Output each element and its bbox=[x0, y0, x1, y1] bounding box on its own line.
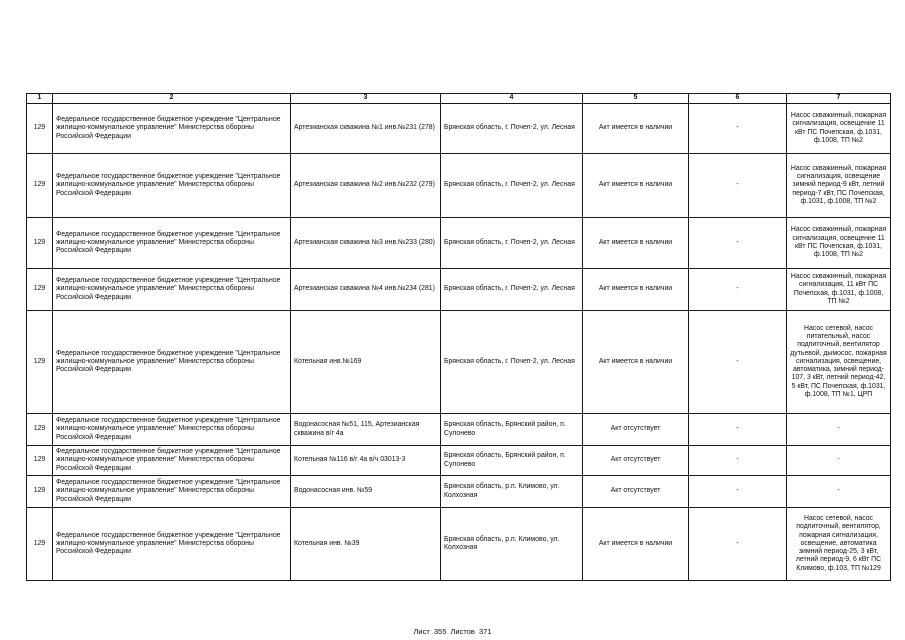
address-cell: Брянская область, г. Почеп-2, ул. Лесная bbox=[441, 104, 583, 154]
owner-cell: Федеральное государственное бюджетное учреждение "Центральное жилищно-коммунальное управление" Министерства обороны Российской Федерации bbox=[53, 269, 291, 311]
col6-cell: - bbox=[689, 154, 787, 218]
total-label: Листов bbox=[450, 627, 475, 636]
header-col-2: 2 bbox=[53, 94, 291, 104]
header-col-4: 4 bbox=[441, 94, 583, 104]
equipment-cell: Насос сетевой, насос подпиточный, вентилятор, пожарная сигнализация, освещение, автоматика зимний период-25, 3 кВт, летний период-9, 6 кВт ПС Климово, ф.103, ТП №129 bbox=[787, 508, 891, 581]
row-number: 129 bbox=[27, 104, 53, 154]
header-row bbox=[27, 94, 891, 104]
owner-cell: Федеральное государственное бюджетное учреждение "Центральное жилищно-коммунальное управление" Министерства обороны Российской Федерации bbox=[53, 476, 291, 508]
address-cell: Брянская область, г. Почеп-2, ул. Лесная bbox=[441, 154, 583, 218]
equipment-cell: - bbox=[787, 446, 891, 476]
act-cell: Акт имеется в наличии bbox=[583, 104, 689, 154]
row-number: 129 bbox=[27, 446, 53, 476]
table-row bbox=[27, 154, 891, 218]
equipment-cell: Насос скважинный, пожарная сигнализация, освещение зимний период-9 кВт, летний период-7 кВт, ПС Почепская, ф.1031, ф.1008, ТП №2 bbox=[787, 154, 891, 218]
act-cell: Акт отсутствует bbox=[583, 414, 689, 446]
address-cell: Брянская область, г. Почеп-2, ул. Лесная bbox=[441, 311, 583, 414]
total-number: 371 bbox=[478, 627, 492, 636]
header-col-7: 7 bbox=[787, 94, 891, 104]
object-cell: Котельная инв. №39 bbox=[291, 508, 441, 581]
act-cell: Акт имеется в наличии bbox=[583, 311, 689, 414]
object-cell: Котельная №116 в/г 4а в/ч 03013-3 bbox=[291, 446, 441, 476]
owner-cell: Федеральное государственное бюджетное учреждение "Центральное жилищно-коммунальное управление" Министерства обороны Российской Федерации bbox=[53, 446, 291, 476]
owner-cell: Федеральное государственное бюджетное учреждение "Центральное жилищно-коммунальное управление" Министерства обороны Российской Федерации bbox=[53, 311, 291, 414]
act-cell: Акт отсутствует bbox=[583, 446, 689, 476]
page-footer bbox=[0, 627, 905, 636]
col6-cell: - bbox=[689, 269, 787, 311]
col6-cell: - bbox=[689, 218, 787, 269]
address-cell: Брянская область, г. Почеп-2, ул. Лесная bbox=[441, 218, 583, 269]
table-row bbox=[27, 269, 891, 311]
header-col-3: 3 bbox=[291, 94, 441, 104]
object-cell: Артезианская скважина №4 инв.№234 (281) bbox=[291, 269, 441, 311]
row-number: 129 bbox=[27, 311, 53, 414]
header-col-6: 6 bbox=[689, 94, 787, 104]
row-number: 129 bbox=[27, 218, 53, 269]
act-cell: Акт имеется в наличии bbox=[583, 508, 689, 581]
equipment-cell: - bbox=[787, 414, 891, 446]
owner-cell: Федеральное государственное бюджетное учреждение "Центральное жилищно-коммунальное управление" Министерства обороны Российской Федерации bbox=[53, 104, 291, 154]
table-row bbox=[27, 311, 891, 414]
row-number: 129 bbox=[27, 508, 53, 581]
table-row bbox=[27, 218, 891, 269]
header-col-5: 5 bbox=[583, 94, 689, 104]
row-number: 129 bbox=[27, 269, 53, 311]
owner-cell: Федеральное государственное бюджетное учреждение "Центральное жилищно-коммунальное управление" Министерства обороны Российской Федерации bbox=[53, 154, 291, 218]
equipment-cell: Насос сетевой, насос питательный, насос подпиточный, вентилятор дутьевой, дымосос, пожарная сигнализация, освещение, автоматика, зимний период- 107, 3 кВт, летний период-42, 5 кВт, ПС Почепская, ф.1031, ф.1008, ТП №1, ЦРП bbox=[787, 311, 891, 414]
object-cell: Водонасосная №51, 115, Артезианская скважина в/г 4а bbox=[291, 414, 441, 446]
row-number: 129 bbox=[27, 414, 53, 446]
address-cell: Брянская область, Брянский район, п. Сулонево bbox=[441, 446, 583, 476]
object-cell: Артезианская скважина №3 инв.№233 (280) bbox=[291, 218, 441, 269]
row-number: 129 bbox=[27, 154, 53, 218]
col6-cell: - bbox=[689, 104, 787, 154]
table-row bbox=[27, 476, 891, 508]
equipment-cell: Насос скважинный, пожарная сигнализация, освещение 11 кВт ПС Почепская, ф.1031, ф.1008, ТП №2 bbox=[787, 104, 891, 154]
equipment-cell: - bbox=[787, 476, 891, 508]
address-cell: Брянская область, г. Почеп-2, ул. Лесная bbox=[441, 269, 583, 311]
object-cell: Водонасосная инв. №59 bbox=[291, 476, 441, 508]
act-cell: Акт отсутствует bbox=[583, 476, 689, 508]
owner-cell: Федеральное государственное бюджетное учреждение "Центральное жилищно-коммунальное управление" Министерства обороны Российской Федерации bbox=[53, 508, 291, 581]
sheet-label: Лист bbox=[413, 627, 430, 636]
object-cell: Артезианская скважина №1 инв.№231 (278) bbox=[291, 104, 441, 154]
address-cell: Брянская область, р.п. Климово, ул. Колхозная bbox=[441, 508, 583, 581]
act-cell: Акт имеется в наличии bbox=[583, 269, 689, 311]
col6-cell: - bbox=[689, 414, 787, 446]
owner-cell: Федеральное государственное бюджетное учреждение "Центральное жилищно-коммунальное управление" Министерства обороны Российской Федерации bbox=[53, 414, 291, 446]
header-col-1: 1 bbox=[27, 94, 53, 104]
col6-cell: - bbox=[689, 508, 787, 581]
row-number: 129 bbox=[27, 476, 53, 508]
table-row bbox=[27, 414, 891, 446]
table-row bbox=[27, 104, 891, 154]
document-table bbox=[26, 93, 891, 581]
table-row bbox=[27, 508, 891, 581]
equipment-cell: Насос скважинный, пожарная сигнализация, освещение 11 кВт ПС Почепская, ф.1031, ф.1008, ТП №2 bbox=[787, 218, 891, 269]
act-cell: Акт имеется в наличии bbox=[583, 218, 689, 269]
owner-cell: Федеральное государственное бюджетное учреждение "Центральное жилищно-коммунальное управление" Министерства обороны Российской Федерации bbox=[53, 218, 291, 269]
col6-cell: - bbox=[689, 476, 787, 508]
equipment-cell: Насос скважинный, пожарная сигнализация, 11 кВт ПС Почепская, ф.1031, ф.1008, ТП №2 bbox=[787, 269, 891, 311]
address-cell: Брянская область, р.п. Климово, ул. Колхозная bbox=[441, 476, 583, 508]
col6-cell: - bbox=[689, 311, 787, 414]
object-cell: Артезианская скважина №2 инв.№232 (279) bbox=[291, 154, 441, 218]
object-cell: Котельная инв.№169 bbox=[291, 311, 441, 414]
address-cell: Брянская область, Брянский район, п. Сулонево bbox=[441, 414, 583, 446]
table-row bbox=[27, 446, 891, 476]
act-cell: Акт имеется в наличии bbox=[583, 154, 689, 218]
sheet-number: 355 bbox=[433, 627, 447, 636]
col6-cell: - bbox=[689, 446, 787, 476]
